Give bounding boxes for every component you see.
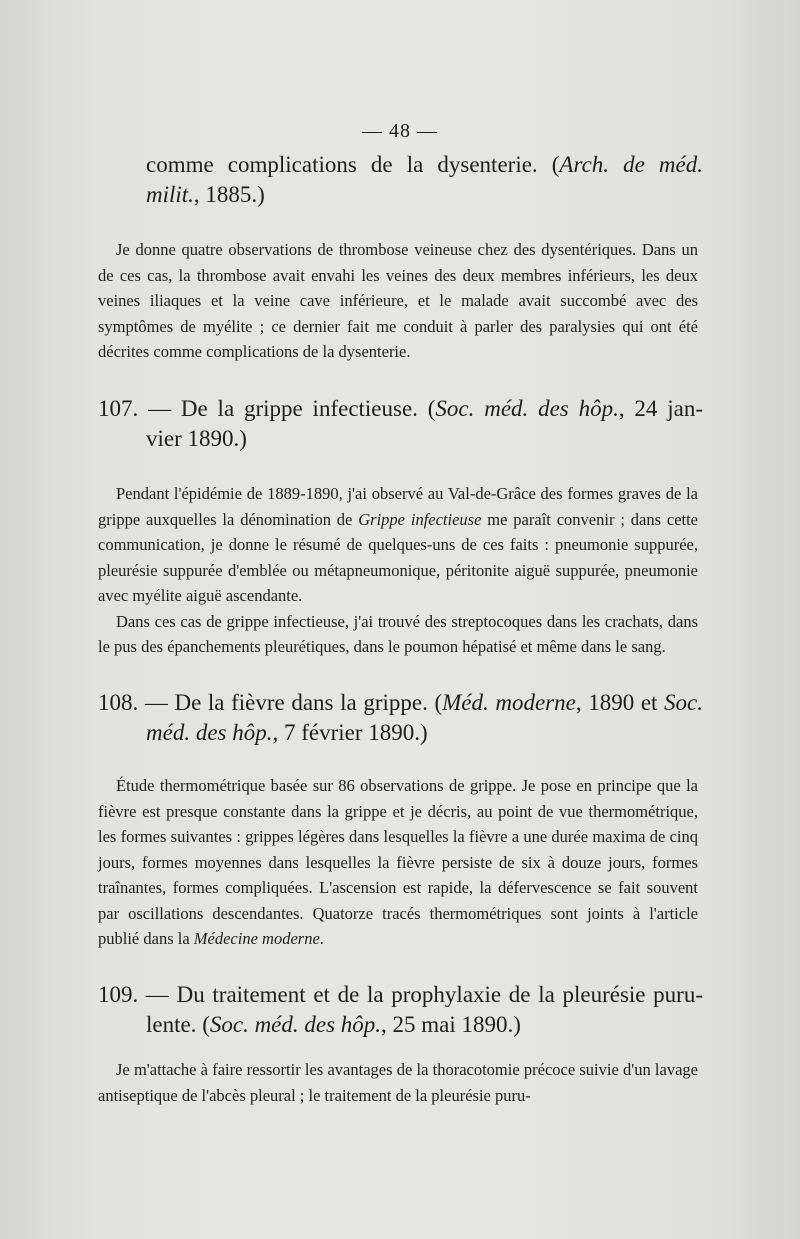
section-107-body: [98, 481, 698, 660]
section-109-body: [98, 1057, 698, 1108]
dysentery-paragraph: Je donne quatre observations de thrombose veineuse chez des dysentériques. Dans un de ces cas, la thrombose avait envahi les veines des deux membres inférieurs, les deux veines iliaques et la veine cave inférieure, et le malade avait succombé avec des symptômes de myélite ; ce dernier fait me conduit à parler des paralysies qui ont été décrites comme complications de la dysenterie.: [98, 240, 698, 361]
section-108-title-line-2: méd. des hôp., 7 février 1890.): [146, 720, 428, 745]
section-108-heading: [98, 688, 703, 748]
section-109-paragraph: Je m'attache à faire ressortir les avantages de la thoracotomie précoce suivie d'un lavage antiseptique de l'abcès pleural ; le traitement de la pleurésie puru-: [98, 1060, 698, 1105]
continuation-line-1: comme complications de la dysenterie. (Arch. de méd.: [146, 152, 703, 177]
section-109-heading: [98, 980, 703, 1040]
section-109-title-line-2: lente. (Soc. méd. des hôp., 25 mai 1890.): [146, 1012, 521, 1037]
section-107-title-line-2: vier 1890.): [146, 426, 247, 451]
section-108-title-line-1: 108. — De la fièvre dans la grippe. (Méd. moderne, 1890 et Soc.: [98, 690, 703, 715]
page-number: — 48 —: [362, 120, 438, 142]
section-107-title-line-1: 107. — De la grippe infectieuse. (Soc. méd. des hôp., 24 jan-: [98, 396, 704, 421]
continuation-line-2: milit., 1885.): [146, 182, 265, 207]
section-107-paragraph-2: Dans ces cas de grippe infectieuse, j'ai trouvé des streptocoques dans les crachats, dans le pus des épanchements pleurétiques, dans le poumon hépatisé et même dans le sang.: [98, 611, 698, 656]
section-108-body: [98, 773, 698, 952]
section-107-heading: [98, 394, 703, 454]
section-108-paragraph: Étude thermométrique basée sur 86 observations de grippe. Je pose en principe que la fièvre est presque constante dans la grippe et je décris, au point de vue thermométrique, les formes suivantes : grippes légères dans lesquelles la fièvre a une durée maxima de cinq jours, formes moyennes dans lesquelles la fièvre persiste de six à douze jours, formes traînantes, formes compliquées. L'ascension est rapide, la défervescence se fait souvent par oscillations descendantes. Quatorze tracés thermométriques sont joints à l'article publié dans la Médecine moderne.: [98, 776, 698, 948]
section-107-paragraph-1: Pendant l'épidémie de 1889-1890, j'ai observé au Val-de-Grâce des formes graves de la grippe auxquelles la dénomination de Grippe infectieuse me paraît convenir ; dans cette communication, je donne le résumé de quelques-uns de ces faits : pneumonie suppurée, pleurésie suppurée d'emblée ou métapneumonique, péritonite aiguë suppurée, pneumonie avec myélite aiguë ascendante.: [98, 484, 699, 605]
section-109-title-line-1: 109. — Du traitement et de la prophylaxie de la pleurésie puru-: [98, 982, 703, 1007]
previous-entry-continuation: [98, 150, 703, 210]
